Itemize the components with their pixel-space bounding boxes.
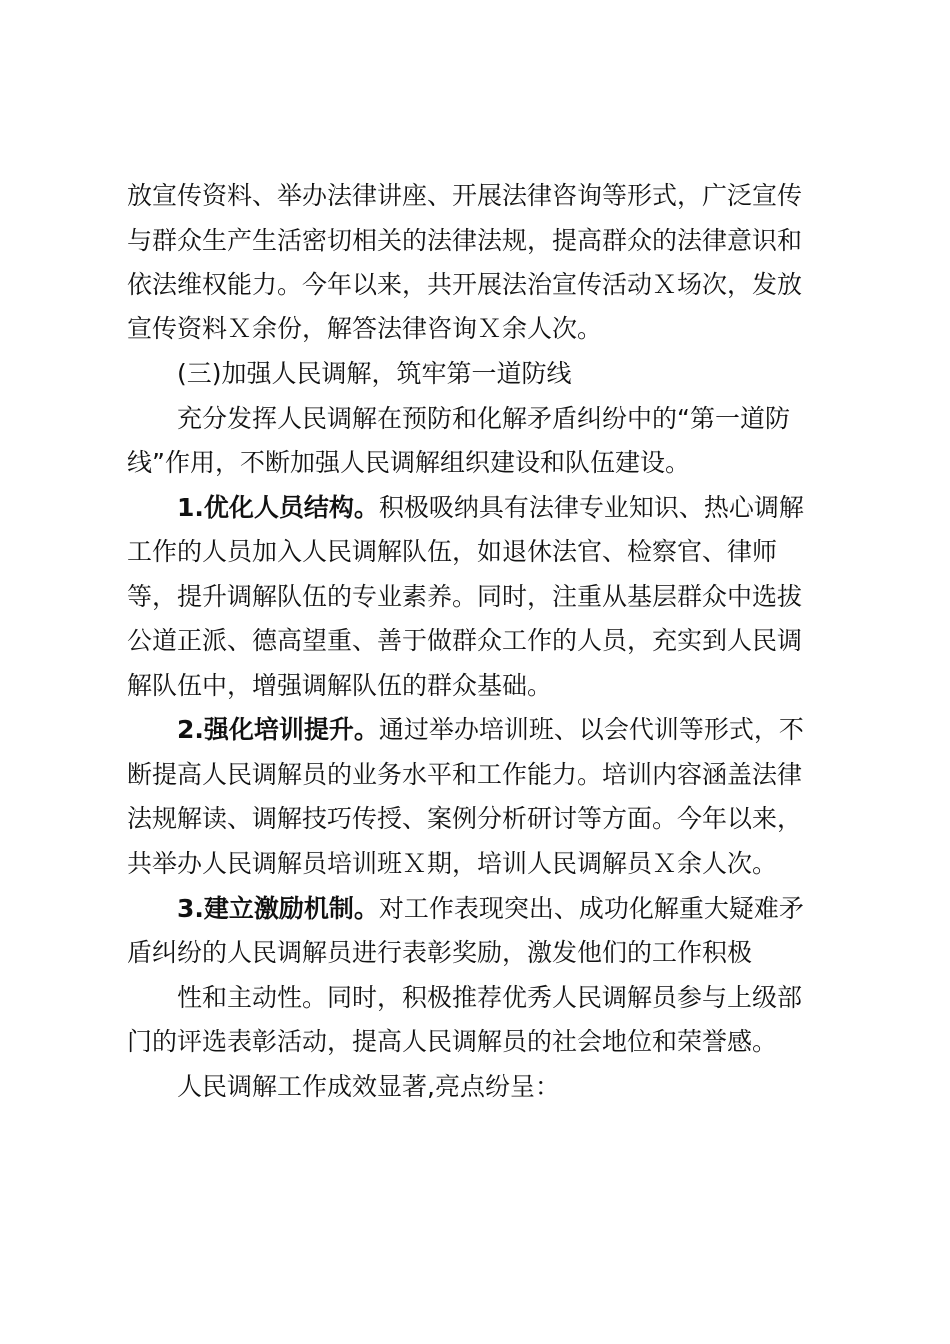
section-heading: (三)加强人民调解，筑牢第一道防线	[177, 359, 572, 388]
paragraph-line: 门的评选表彰活动，提高人民调解员的社会地位和荣誉感。	[127, 1027, 778, 1056]
paragraph-text: 积极吸纳具有法律专业知识、热心调解	[378, 493, 804, 522]
paragraph-line: 依法维权能力。今年以来，共开展法治宣传活动Ｘ场次，发放	[127, 270, 803, 299]
paragraph-line: 宣传资料Ｘ余份，解答法律咨询Ｘ余人次。	[127, 314, 603, 343]
paragraph-line: 解队伍中，增强调解队伍的群众基础。	[127, 671, 553, 700]
subheading-3: 3.建立激励机制。	[177, 894, 379, 923]
subheading-1: 1.优化人员结构。	[177, 493, 379, 522]
paragraph-line: 公道正派、德高望重、善于做群众工作的人员，充实到人民调	[127, 626, 803, 655]
paragraph-line: 盾纠纷的人民调解员进行表彰奖励，激发他们的工作积极	[127, 938, 753, 967]
paragraph-line: 工作的人员加入人民调解队伍，如退休法官、检察官、律师	[127, 537, 778, 566]
subheading-2: 2.强化培训提升。	[177, 715, 379, 744]
paragraph-line: 人民调解工作成效显著,亮点纷呈：	[177, 1072, 560, 1101]
paragraph-line: 断提高人民调解员的业务水平和工作能力。培训内容涵盖法律	[127, 760, 803, 789]
paragraph-line: 法规解读、调解技巧传授、案例分析研讨等方面。今年以来，	[127, 804, 803, 833]
paragraph-line: 充分发挥人民调解在预防和化解矛盾纠纷中的“第一道防	[177, 404, 790, 433]
paragraph-text: 对工作表现突出、成功化解重大疑难矛	[378, 894, 804, 923]
paragraph-line	[177, 892, 804, 926]
paragraph-line: 线”作用，不断加强人民调解组织建设和队伍建设。	[127, 448, 690, 477]
paragraph-line: 共举办人民调解员培训班Ｘ期，培训人民调解员Ｘ余人次。	[127, 849, 778, 878]
paragraph-text: 通过举办培训班、以会代训等形式，不	[378, 715, 804, 744]
paragraph-line: 性和主动性。同时，积极推荐优秀人民调解员参与上级部	[177, 983, 803, 1012]
paragraph-line: 放宣传资料、举办法律讲座、开展法律咨询等形式，广泛宣传	[127, 181, 803, 210]
paragraph-line: 与群众生产生活密切相关的法律法规，提高群众的法律意识和	[127, 226, 803, 255]
paragraph-line: 等，提升调解队伍的专业素养。同时，注重从基层群众中选拔	[127, 582, 803, 611]
paragraph-line	[177, 713, 804, 747]
paragraph-line	[177, 491, 804, 525]
